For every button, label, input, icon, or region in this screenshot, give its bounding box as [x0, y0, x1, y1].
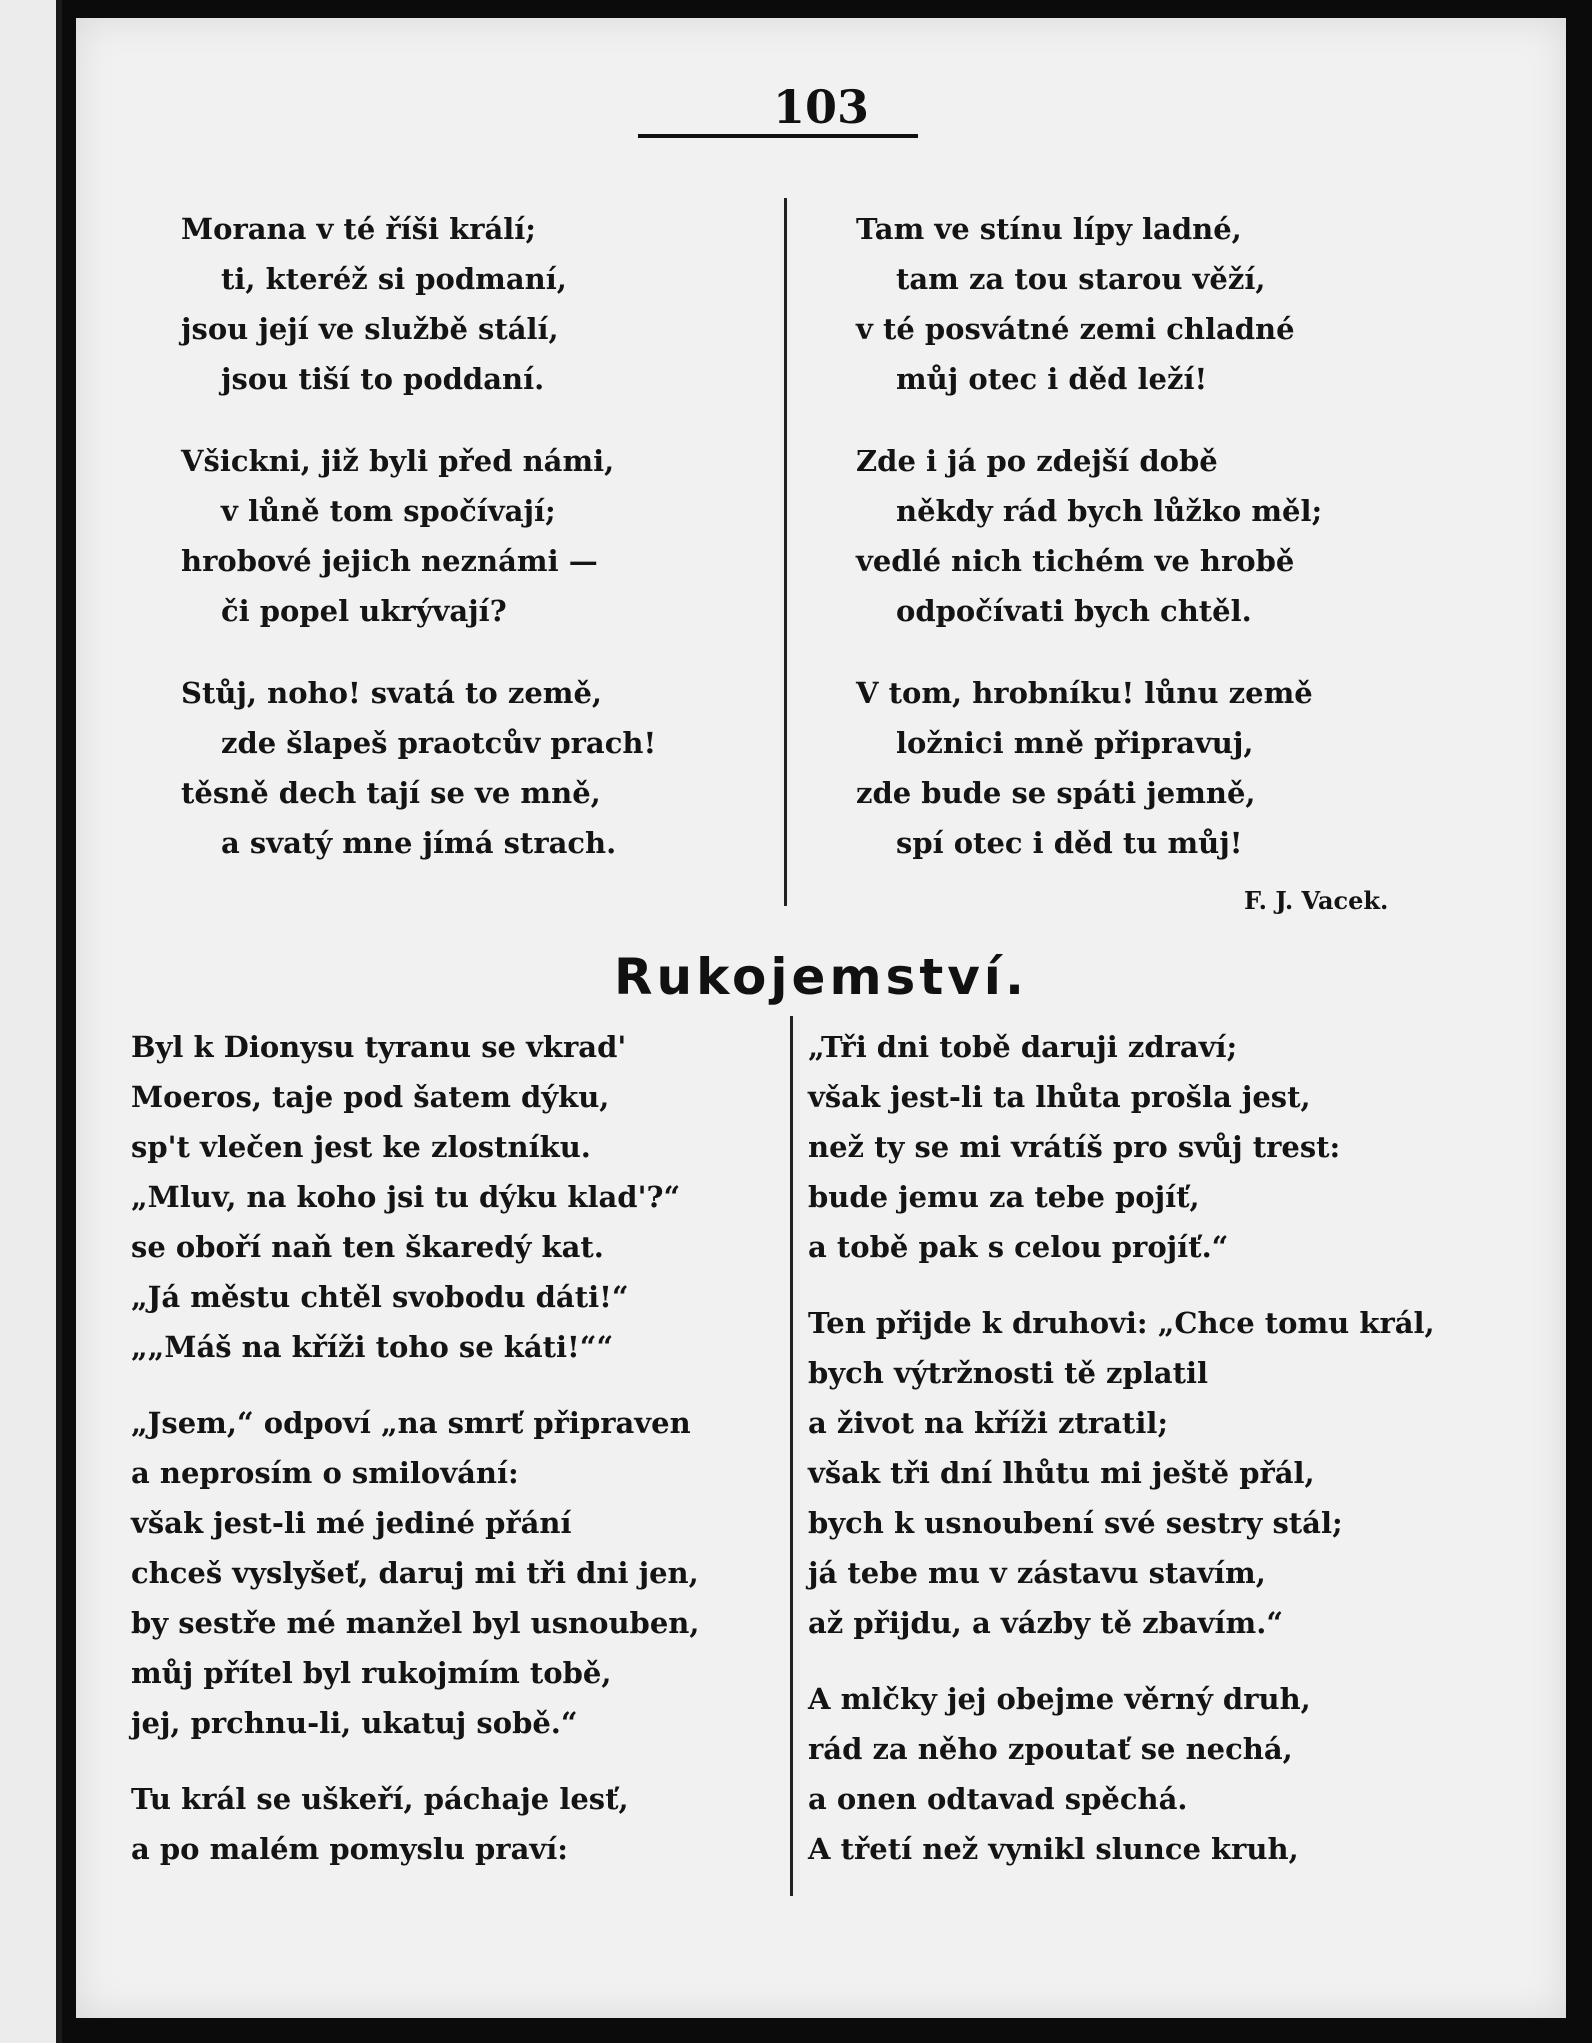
poem1-right-column [856, 204, 1536, 900]
verse-line: sp't vlečen jest ke zlostníku. [131, 1130, 591, 1164]
poem2-left-column [131, 1022, 791, 1900]
verse-line: by sestře mé manžel byl usnouben, [131, 1606, 700, 1640]
verse-line: můj otec i děd leží! [896, 362, 1208, 396]
verse-line: zde šlapeš praotcův prach! [221, 726, 657, 760]
verse-line: někdy rád bych lůžko měl; [896, 494, 1323, 528]
poem2-right-column [808, 1022, 1538, 1900]
stanza [808, 1674, 1538, 1874]
stanza [808, 1022, 1538, 1272]
verse-line: „Já městu chtěl svobodu dáti!“ [131, 1280, 629, 1314]
verse-line: Moeros, taje pod šatem dýku, [131, 1080, 610, 1114]
verse-line: rád za něho zpoutať se nechá, [808, 1732, 1293, 1766]
poem-title: Rukojemství. [614, 948, 1028, 1006]
verse-line: ložnici mně připravuj, [896, 726, 1254, 760]
stanza [856, 204, 1536, 404]
verse-line: „Tři dni tobě daruji zdraví; [808, 1030, 1238, 1064]
verse-line: bych výtržnosti tě zplatil [808, 1356, 1208, 1390]
verse-line: bych k usnoubení své sestry stál; [808, 1506, 1343, 1540]
verse-line: spí otec i děd tu můj! [896, 826, 1243, 860]
verse-line: ti, kteréž si podmaní, [221, 262, 567, 296]
column-divider [784, 198, 787, 906]
verse-line: „Jsem,“ odpoví „na smrť připraven [131, 1406, 691, 1440]
verse-line: se oboří naň ten škaredý kat. [131, 1230, 604, 1264]
verse-line: a onen odtavad spěchá. [808, 1782, 1188, 1816]
verse-line: odpočívati bych chtěl. [896, 594, 1252, 628]
verse-line: vedlé nich tichém ve hrobě [856, 544, 1295, 578]
verse-line: můj přítel byl rukojmím tobě, [131, 1656, 612, 1690]
verse-line: bude jemu za tebe pojíť, [808, 1180, 1200, 1214]
verse-line: „Mluv, na koho jsi tu dýku klad'?“ [131, 1180, 681, 1214]
verse-line: však jest-li mé jediné přání [131, 1506, 572, 1540]
stanza [131, 1774, 791, 1874]
verse-line: až přijdu, a vázby tě zbavím.“ [808, 1606, 1284, 1640]
verse-line: „„Máš na kříži toho se káti!““ [131, 1330, 614, 1364]
header-rule [638, 134, 918, 138]
verse-line: a život na kříži ztratil; [808, 1406, 1169, 1440]
verse-line: Všickni, již byli před námi, [181, 444, 615, 478]
stanza [181, 668, 741, 868]
verse-line: Morana v té říši králí; [181, 212, 537, 246]
verse-line: A třetí než vynikl slunce kruh, [808, 1832, 1299, 1866]
verse-line: tam za tou starou věží, [896, 262, 1266, 296]
stanza [808, 1298, 1538, 1648]
poem-author: F. J. Vacek. [1244, 886, 1389, 915]
verse-line: a svatý mne jímá strach. [221, 826, 617, 860]
verse-line: zde bude se spáti jemně, [856, 776, 1256, 810]
verse-line: a po malém pomyslu praví: [131, 1832, 568, 1866]
verse-line: jsou její ve službě stálí, [181, 312, 559, 346]
verse-line: však jest-li ta lhůta prošla jest, [808, 1080, 1311, 1114]
verse-line: v lůně tom spočívají; [221, 494, 556, 528]
verse-line: Zde i já po zdejší době [856, 444, 1218, 478]
stanza [181, 436, 741, 636]
verse-line: však tři dní lhůtu mi ještě přál, [808, 1456, 1315, 1490]
column-divider [790, 1016, 793, 1896]
adjacent-page-edge [0, 0, 62, 2043]
verse-line: já tebe mu v zástavu stavím, [808, 1556, 1266, 1590]
verse-line: Byl k Dionysu tyranu se vkrad' [131, 1030, 627, 1064]
stanza [181, 204, 741, 404]
verse-line: hrobové jejich neznámi — [181, 544, 598, 578]
stanza [856, 668, 1536, 868]
verse-line: A mlčky jej obejme věrný druh, [808, 1682, 1311, 1716]
verse-line: v té posvátné zemi chladné [856, 312, 1295, 346]
stanza [856, 436, 1536, 636]
verse-line: jsou tiší to poddaní. [221, 362, 545, 396]
verse-line: Tam ve stínu lípy ladné, [856, 212, 1242, 246]
verse-line: či popel ukrývají? [221, 594, 507, 628]
verse-line: Ten přijde k druhovi: „Chce tomu král, [808, 1306, 1435, 1340]
poem1-left-column [181, 204, 741, 900]
verse-line: jej, prchnu-li, ukatuj sobě.“ [131, 1706, 578, 1740]
page-number: 103 [772, 80, 870, 134]
verse-line: a neprosím o smilování: [131, 1456, 519, 1490]
verse-line: chceš vyslyšeť, daruj mi tři dni jen, [131, 1556, 699, 1590]
verse-line: Stůj, noho! svatá to země, [181, 676, 603, 710]
verse-line: V tom, hrobníku! lůnu země [856, 676, 1313, 710]
stanza [131, 1398, 791, 1748]
verse-line: než ty se mi vrátíš pro svůj trest: [808, 1130, 1341, 1164]
verse-line: a tobě pak s celou projíť.“ [808, 1230, 1229, 1264]
verse-line: Tu král se uškeří, páchaje lesť, [131, 1782, 629, 1816]
book-page [76, 18, 1566, 2018]
verse-line: těsně dech tají se ve mně, [181, 776, 601, 810]
stanza [131, 1022, 791, 1372]
